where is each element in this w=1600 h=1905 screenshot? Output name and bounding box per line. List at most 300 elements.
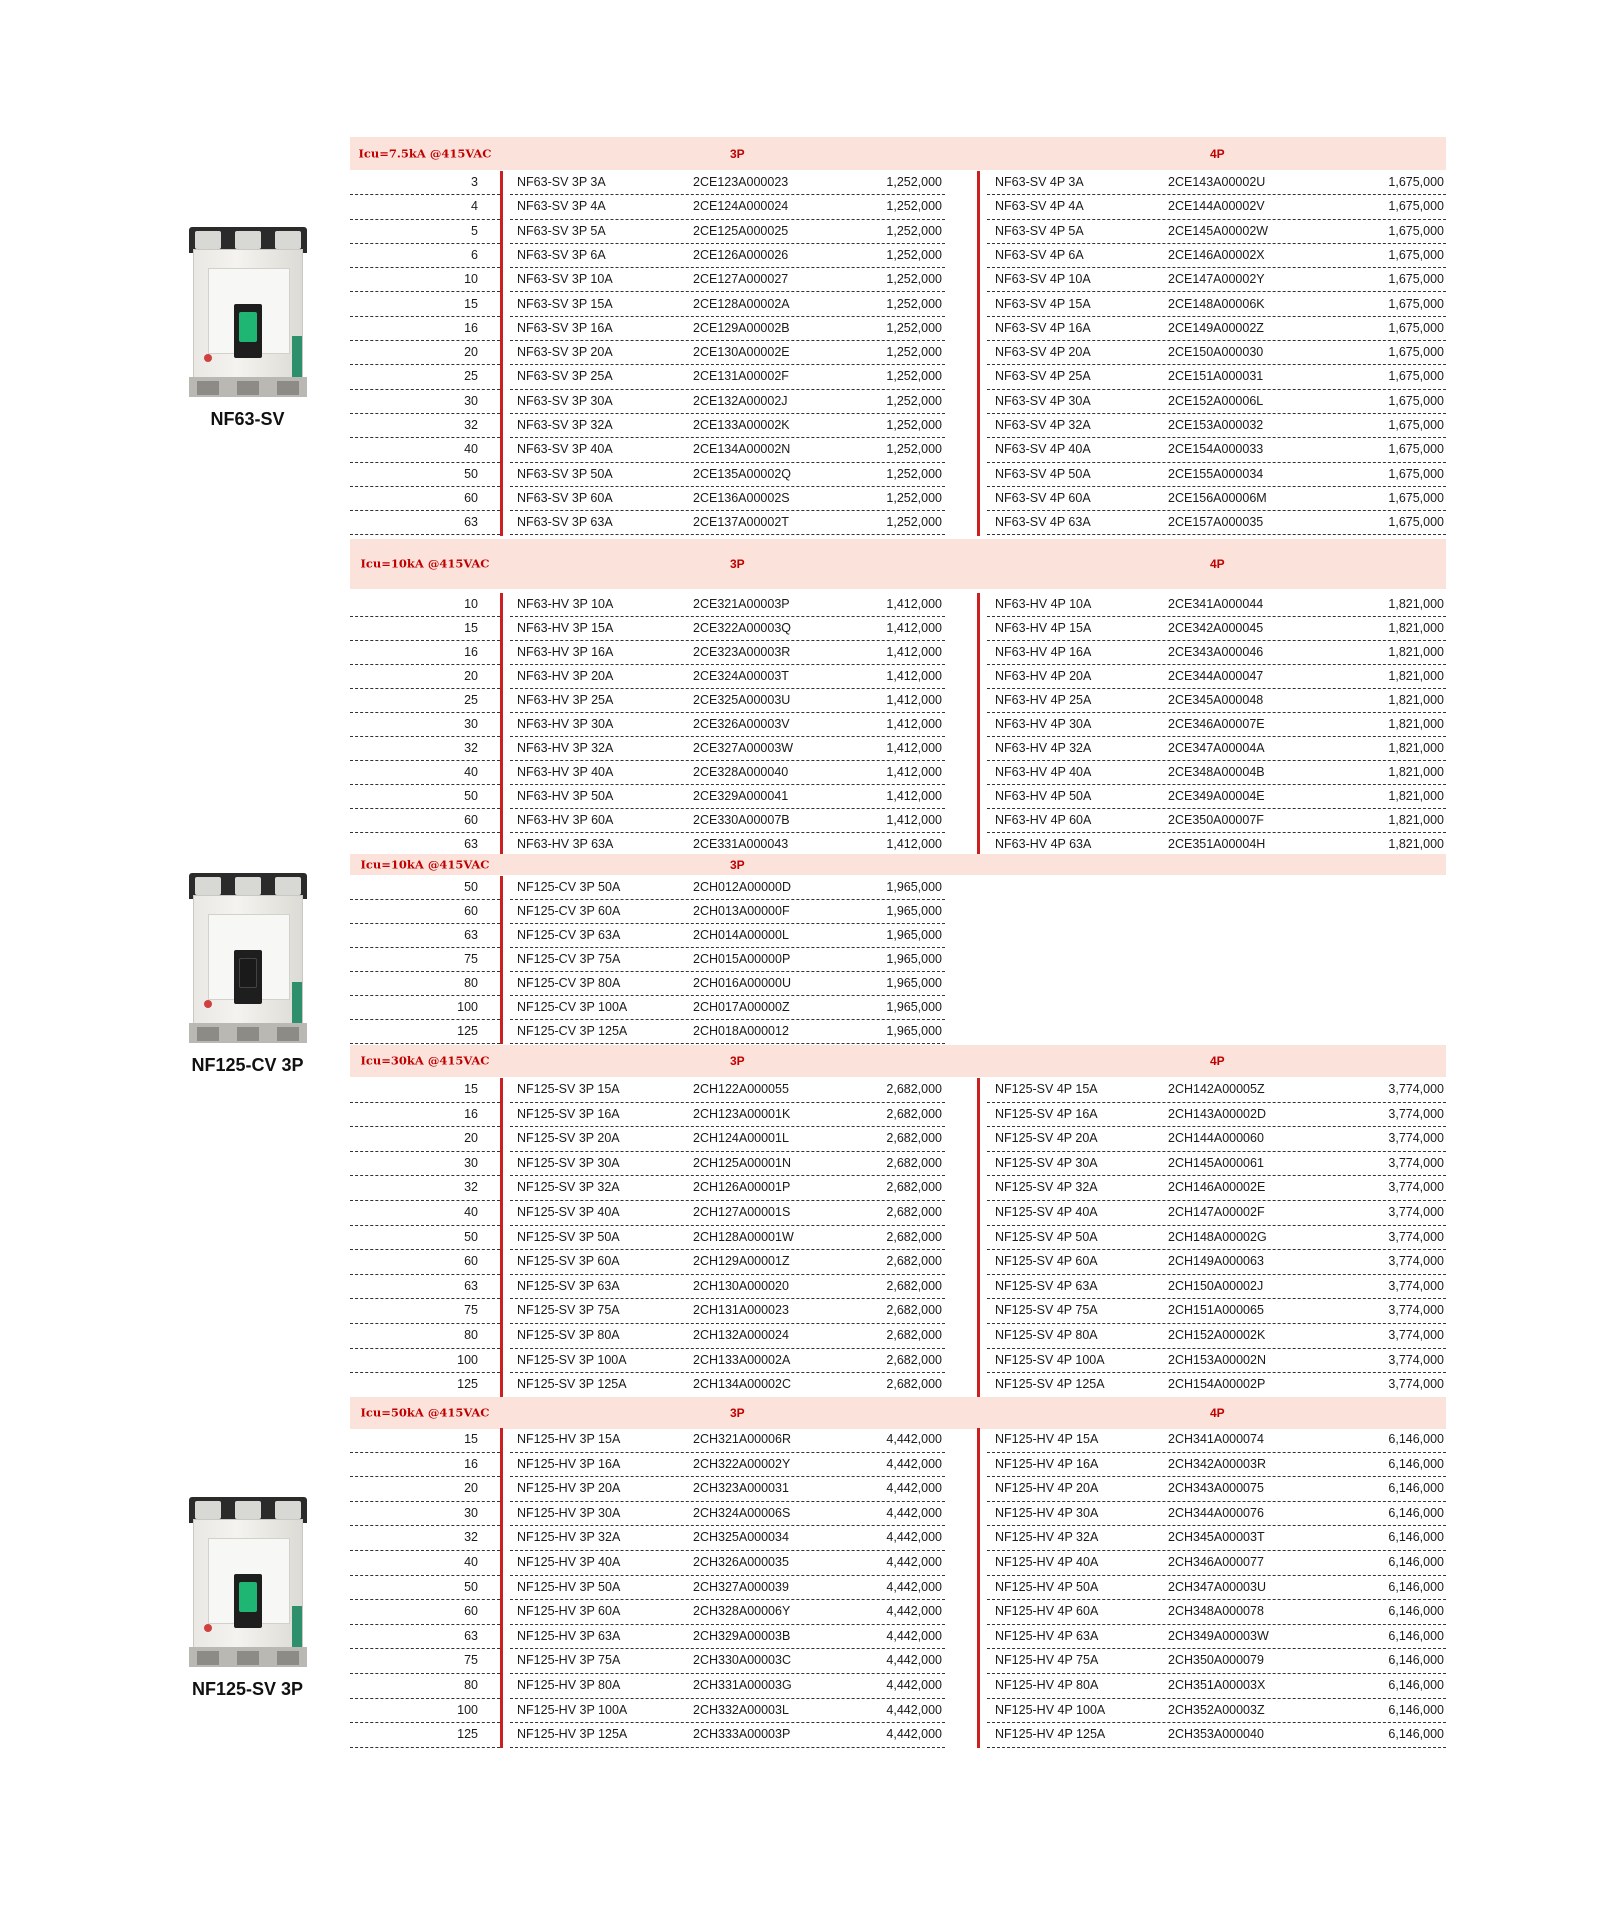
code-4p: 2CH351A00003X [1168,1678,1266,1692]
price-3p: 1,412,000 [886,813,942,827]
table-row [350,1649,1446,1674]
model-4p: NF125-SV 4P 63A [995,1278,1098,1293]
table-row [350,341,1446,365]
price-3p: 1,965,000 [886,880,942,894]
poles-3p-label: 3P [730,1406,745,1420]
price-4p: 1,821,000 [1388,645,1444,659]
code-4p: 2CE342A000045 [1168,621,1264,635]
price-3p: 4,442,000 [886,1678,942,1692]
price-3p: 1,252,000 [886,199,942,214]
table-row [350,1176,1446,1201]
code-3p: 2CE327A00003W [693,741,794,755]
rated-current: 32 [464,418,478,432]
rated-current: 15 [464,1432,478,1446]
rated-current: 60 [464,1254,478,1269]
price-3p: 2,682,000 [886,1229,942,1244]
price-section [350,539,1446,851]
price-3p: 1,412,000 [886,717,942,731]
price-4p: 1,821,000 [1388,765,1444,779]
model-3p: NF63-HV 3P 16A [517,645,614,659]
model-4p: NF125-HV 4P 32A [995,1530,1099,1545]
model-3p: NF125-CV 3P 60A [517,904,621,918]
price-3p: 4,442,000 [886,1456,942,1471]
model-4p: NF125-SV 4P 80A [995,1328,1098,1342]
poles-3p-label: 3P [730,1054,745,1068]
model-3p: NF125-SV 3P 40A [517,1205,620,1219]
price-3p: 1,412,000 [886,741,942,755]
code-4p: 2CE347A00004A [1168,741,1265,755]
breaking-capacity-label: Icu=7.5kA @415VAC [358,146,492,160]
code-3p: 2CH327A000039 [693,1579,789,1594]
rated-current: 100 [457,1352,478,1367]
code-3p: 2CH323A000031 [693,1481,789,1496]
model-4p: NF125-HV 4P 50A [995,1579,1099,1594]
code-4p: 2CH151A000065 [1168,1303,1264,1318]
code-3p: 2CE329A000041 [693,789,789,803]
table-row [350,1625,1446,1650]
table-row [350,761,1446,785]
model-4p: NF63-HV 4P 25A [995,693,1092,707]
model-3p: NF63-SV 3P 3A [517,175,606,189]
rated-current: 20 [464,1131,478,1146]
table-row [350,1723,1446,1748]
price-3p: 1,252,000 [886,466,942,481]
table-row [350,948,1446,972]
model-4p: NF63-SV 4P 3A [995,175,1084,189]
code-3p: 2CE132A00002J [693,393,788,408]
price-3p: 1,252,000 [886,515,942,530]
price-4p: 3,774,000 [1388,1377,1444,1392]
code-4p: 2CH144A000060 [1168,1131,1264,1146]
table-row [350,365,1446,389]
model-4p: NF125-HV 4P 20A [995,1481,1099,1496]
rated-current: 125 [457,1727,478,1742]
code-3p: 2CE133A00002K [693,418,790,432]
price-3p: 1,252,000 [886,223,942,238]
rated-current: 32 [464,1180,478,1195]
poles-4p-label: 4P [1210,557,1225,571]
rated-current: 50 [464,1229,478,1244]
code-3p: 2CH016A00000U [693,976,791,990]
price-section [350,1397,1446,1742]
model-3p: NF125-CV 3P 50A [517,880,621,894]
rated-current: 50 [464,466,478,481]
price-3p: 2,682,000 [886,1155,942,1170]
model-4p: NF63-SV 4P 30A [995,393,1091,408]
rated-current: 20 [464,1481,478,1496]
table-row [350,1226,1446,1251]
code-4p: 2CH344A000076 [1168,1505,1264,1520]
breaking-capacity-label: Icu=10kA @415VAC [360,857,490,871]
rated-current: 30 [464,1505,478,1520]
model-4p: NF125-SV 4P 20A [995,1131,1098,1146]
price-4p: 6,146,000 [1388,1678,1444,1692]
model-4p: NF63-SV 4P 20A [995,345,1091,360]
code-3p: 2CE129A00002B [693,320,790,335]
code-4p: 2CH353A000040 [1168,1727,1264,1742]
product-nf125-sv [155,1497,340,1700]
price-3p: 1,252,000 [886,320,942,335]
table-row [350,1127,1446,1152]
price-4p: 1,821,000 [1388,741,1444,755]
code-4p: 2CH149A000063 [1168,1254,1264,1269]
price-3p: 4,442,000 [886,1653,942,1668]
code-4p: 2CH150A00002J [1168,1278,1264,1293]
rated-current: 60 [464,813,478,827]
code-3p: 2CH130A000020 [693,1278,789,1293]
code-4p: 2CE157A000035 [1168,515,1264,530]
model-4p: NF63-SV 4P 32A [995,418,1091,432]
price-4p: 3,774,000 [1388,1254,1444,1269]
rated-current: 80 [464,1328,478,1342]
model-4p: NF125-HV 4P 63A [995,1628,1099,1643]
model-4p: NF125-HV 4P 75A [995,1653,1099,1668]
model-3p: NF63-HV 3P 25A [517,693,614,707]
model-4p: NF63-HV 4P 50A [995,789,1092,803]
code-4p: 2CH148A00002G [1168,1229,1267,1244]
breaking-capacity-label: Icu=30kA @415VAC [360,1053,490,1068]
model-3p: NF125-CV 3P 100A [517,1000,628,1014]
table-row [350,1502,1446,1527]
code-3p: 2CE125A000025 [693,223,789,238]
table-row [350,244,1446,268]
rated-current: 100 [457,1702,478,1717]
table-row [350,1674,1446,1699]
code-4p: 2CE343A000046 [1168,645,1264,659]
table-row [350,737,1446,761]
code-4p: 2CE154A000033 [1168,442,1264,457]
code-3p: 2CE322A00003Q [693,621,791,635]
table-row [350,1453,1446,1478]
model-3p: NF125-SV 3P 32A [517,1180,620,1195]
price-4p: 1,675,000 [1388,393,1444,408]
model-4p: NF125-SV 4P 60A [995,1254,1098,1269]
model-4p: NF125-HV 4P 60A [995,1604,1099,1619]
code-3p: 2CH129A00001Z [693,1254,790,1269]
model-3p: NF125-HV 3P 16A [517,1456,621,1471]
table-row [350,511,1446,535]
model-4p: NF63-SV 4P 6A [995,247,1084,262]
model-4p: NF63-HV 4P 30A [995,717,1092,731]
code-4p: 2CH142A00005Z [1168,1082,1265,1096]
code-3p: 2CH128A00001W [693,1229,794,1244]
price-4p: 3,774,000 [1388,1205,1444,1219]
table-row [350,268,1446,292]
model-3p: NF125-SV 3P 75A [517,1303,620,1318]
rated-current: 20 [464,669,478,683]
model-3p: NF63-HV 3P 20A [517,669,614,683]
model-4p: NF125-SV 4P 125A [995,1377,1105,1392]
row-rule [350,1043,500,1044]
table-row [350,972,1446,996]
code-4p: 2CE153A000032 [1168,418,1264,432]
model-4p: NF125-SV 4P 75A [995,1303,1098,1318]
code-4p: 2CE349A00004E [1168,789,1265,803]
price-4p: 1,675,000 [1388,272,1444,287]
price-section [350,1045,1446,1392]
product-nf63-sv [155,227,340,430]
model-3p: NF63-HV 3P 15A [517,621,614,635]
price-4p: 1,675,000 [1388,418,1444,432]
model-4p: NF63-SV 4P 40A [995,442,1091,457]
code-3p: 2CE124A000024 [693,199,789,214]
model-4p: NF63-HV 4P 20A [995,669,1092,683]
code-3p: 2CE127A000027 [693,272,789,287]
rated-current: 63 [464,1628,478,1643]
row-rule [987,534,1446,535]
code-3p: 2CE136A00002S [693,490,790,505]
rated-current: 30 [464,1155,478,1170]
price-4p: 6,146,000 [1388,1628,1444,1643]
table-row [350,1600,1446,1625]
price-4p: 1,675,000 [1388,466,1444,481]
price-3p: 1,965,000 [886,976,942,990]
table-row [350,438,1446,462]
model-3p: NF125-SV 3P 60A [517,1254,620,1269]
price-4p: 1,821,000 [1388,837,1444,851]
model-3p: NF125-HV 3P 30A [517,1505,621,1520]
price-4p: 1,675,000 [1388,369,1444,384]
code-4p: 2CE341A000044 [1168,597,1264,611]
product-name: NF125-SV 3P [191,1679,304,1699]
code-3p: 2CE130A00002E [693,345,790,360]
model-3p: NF63-HV 3P 60A [517,813,614,827]
model-4p: NF125-SV 4P 50A [995,1229,1098,1244]
model-4p: NF125-SV 4P 40A [995,1205,1098,1219]
price-3p: 1,412,000 [886,765,942,779]
code-4p: 2CH349A00003W [1168,1628,1269,1643]
code-4p: 2CE144A00002V [1168,199,1265,214]
model-4p: NF63-HV 4P 60A [995,813,1092,827]
model-4p: NF63-HV 4P 40A [995,765,1092,779]
code-4p: 2CE152A00006L [1168,393,1264,408]
rated-current: 63 [464,837,478,851]
code-4p: 2CH347A00003U [1168,1579,1266,1594]
code-3p: 2CH123A00001K [693,1106,791,1121]
section-header [350,1045,1446,1077]
model-3p: NF63-SV 3P 16A [517,320,613,335]
model-3p: NF125-CV 3P 80A [517,976,621,990]
poles-4p-label: 4P [1210,146,1225,161]
row-rule [987,1747,1446,1748]
rated-current: 32 [464,741,478,755]
model-4p: NF125-HV 4P 16A [995,1456,1099,1471]
poles-3p-label: 3P [730,146,745,161]
code-4p: 2CE350A00007F [1168,813,1264,827]
model-4p: NF63-SV 4P 50A [995,466,1091,481]
section-header [350,137,1446,170]
price-4p: 3,774,000 [1388,1082,1444,1096]
model-4p: NF63-SV 4P 4A [995,199,1084,214]
model-3p: NF125-SV 3P 16A [517,1106,620,1121]
model-3p: NF125-HV 3P 20A [517,1481,621,1496]
breaker-image [189,1497,307,1667]
price-3p: 1,965,000 [886,1000,942,1014]
price-3p: 1,412,000 [886,837,942,851]
breaker-image [189,873,307,1043]
code-4p: 2CH342A00003R [1168,1456,1266,1471]
rated-current: 50 [464,880,478,894]
table-row [350,171,1446,195]
code-3p: 2CH322A00002Y [693,1456,791,1471]
table-row [350,1576,1446,1601]
breaking-capacity-label: Icu=50kA @415VAC [360,1405,490,1420]
code-3p: 2CH326A000035 [693,1555,789,1569]
table-row [350,1526,1446,1551]
code-4p: 2CH147A00002F [1168,1205,1265,1219]
code-3p: 2CH014A00000L [693,928,789,942]
table-row [350,809,1446,833]
price-3p: 4,442,000 [886,1505,942,1520]
price-3p: 4,442,000 [886,1628,942,1643]
price-3p: 2,682,000 [886,1106,942,1121]
rated-current: 15 [464,621,478,635]
code-3p: 2CE126A000026 [693,247,789,262]
price-section [350,854,1446,1038]
model-3p: NF125-SV 3P 30A [517,1155,620,1170]
code-4p: 2CE348A00004B [1168,765,1265,779]
model-4p: NF63-SV 4P 15A [995,296,1091,311]
code-4p: 2CE147A00002Y [1168,272,1265,287]
price-3p: 2,682,000 [886,1082,942,1096]
model-3p: NF63-SV 3P 50A [517,466,613,481]
model-4p: NF63-HV 4P 10A [995,597,1092,611]
model-3p: NF125-HV 3P 125A [517,1727,628,1742]
price-3p: 2,682,000 [886,1180,942,1195]
model-4p: NF125-HV 4P 125A [995,1727,1106,1742]
code-4p: 2CH352A00003Z [1168,1702,1265,1717]
table-row [350,1103,1446,1128]
model-3p: NF63-HV 3P 32A [517,741,614,755]
price-4p: 1,821,000 [1388,621,1444,635]
price-3p: 1,252,000 [886,418,942,432]
rated-current: 40 [464,1205,478,1219]
price-3p: 1,252,000 [886,247,942,262]
code-4p: 2CH153A00002N [1168,1352,1266,1367]
rated-current: 80 [464,1678,478,1692]
price-4p: 1,675,000 [1388,442,1444,457]
model-4p: NF63-SV 4P 63A [995,515,1091,530]
code-4p: 2CE143A00002U [1168,175,1266,189]
table-row [350,195,1446,219]
code-3p: 2CH124A00001L [693,1131,789,1146]
code-4p: 2CH348A000078 [1168,1604,1264,1619]
code-4p: 2CE156A00006M [1168,490,1267,505]
model-3p: NF125-HV 3P 15A [517,1432,621,1446]
price-4p: 1,821,000 [1388,597,1444,611]
model-4p: NF63-HV 4P 63A [995,837,1092,851]
price-3p: 2,682,000 [886,1131,942,1146]
price-3p: 4,442,000 [886,1579,942,1594]
product-name: NF125-CV 3P [191,1055,304,1075]
rated-current: 63 [464,515,478,530]
rated-current: 25 [464,369,478,384]
code-4p: 2CE146A00002X [1168,247,1265,262]
price-4p: 6,146,000 [1388,1604,1444,1619]
rated-current: 63 [464,1278,478,1293]
table-row [350,1428,1446,1453]
table-row [350,1551,1446,1576]
model-3p: NF63-SV 3P 6A [517,247,606,262]
price-4p: 1,821,000 [1388,669,1444,683]
code-3p: 2CH330A00003C [693,1653,791,1668]
rated-current: 75 [464,1653,478,1668]
rated-current: 32 [464,1530,478,1545]
price-4p: 1,675,000 [1388,515,1444,530]
model-3p: NF125-HV 3P 80A [517,1678,621,1692]
price-4p: 1,675,000 [1388,296,1444,311]
code-3p: 2CH331A00003G [693,1678,792,1692]
table-row [350,317,1446,341]
table-row [350,220,1446,244]
model-3p: NF125-SV 3P 50A [517,1229,620,1244]
price-3p: 1,252,000 [886,393,942,408]
price-3p: 4,442,000 [886,1702,942,1717]
code-3p: 2CH017A00000Z [693,1000,790,1014]
price-4p: 3,774,000 [1388,1229,1444,1244]
code-4p: 2CE148A00006K [1168,296,1265,311]
model-4p: NF125-HV 4P 80A [995,1678,1099,1692]
code-3p: 2CE328A000040 [693,765,789,779]
rated-current: 100 [457,1000,478,1014]
price-4p: 3,774,000 [1388,1352,1444,1367]
model-3p: NF63-SV 3P 5A [517,223,606,238]
row-rule [510,534,945,535]
rated-current: 5 [471,223,478,238]
price-3p: 1,412,000 [886,645,942,659]
model-3p: NF125-SV 3P 20A [517,1131,620,1146]
price-4p: 6,146,000 [1388,1555,1444,1569]
table-row [350,996,1446,1020]
row-rule [510,1043,945,1044]
code-3p: 2CH324A00006S [693,1505,791,1520]
price-3p: 1,412,000 [886,621,942,635]
code-4p: 2CH146A00002E [1168,1180,1266,1195]
poles-3p-label: 3P [730,557,745,571]
price-4p: 6,146,000 [1388,1530,1444,1545]
table-row [350,900,1446,924]
table-row [350,414,1446,438]
model-3p: NF63-HV 3P 40A [517,765,614,779]
model-3p: NF125-HV 3P 100A [517,1702,628,1717]
rated-current: 10 [464,272,478,287]
price-3p: 1,965,000 [886,1024,942,1038]
price-4p: 3,774,000 [1388,1180,1444,1195]
price-3p: 1,252,000 [886,296,942,311]
price-4p: 6,146,000 [1388,1456,1444,1471]
price-section [350,137,1446,530]
code-3p: 2CE134A00002N [693,442,791,457]
model-4p: NF125-HV 4P 30A [995,1505,1099,1520]
code-3p: 2CE330A00007B [693,813,790,827]
table-row [350,617,1446,641]
model-3p: NF63-SV 3P 40A [517,442,613,457]
model-4p: NF63-HV 4P 32A [995,741,1092,755]
rated-current: 60 [464,1604,478,1619]
rated-current: 40 [464,1555,478,1569]
table-row [350,1275,1446,1300]
code-4p: 2CE345A000048 [1168,693,1264,707]
model-4p: NF63-SV 4P 25A [995,369,1091,384]
product-nf125-cv [155,873,340,1076]
price-4p: 1,675,000 [1388,320,1444,335]
rated-current: 63 [464,928,478,942]
code-3p: 2CH125A00001N [693,1155,791,1170]
price-3p: 2,682,000 [886,1328,942,1342]
model-3p: NF125-HV 3P 60A [517,1604,621,1619]
code-3p: 2CE321A00003P [693,597,790,611]
price-4p: 6,146,000 [1388,1432,1444,1446]
